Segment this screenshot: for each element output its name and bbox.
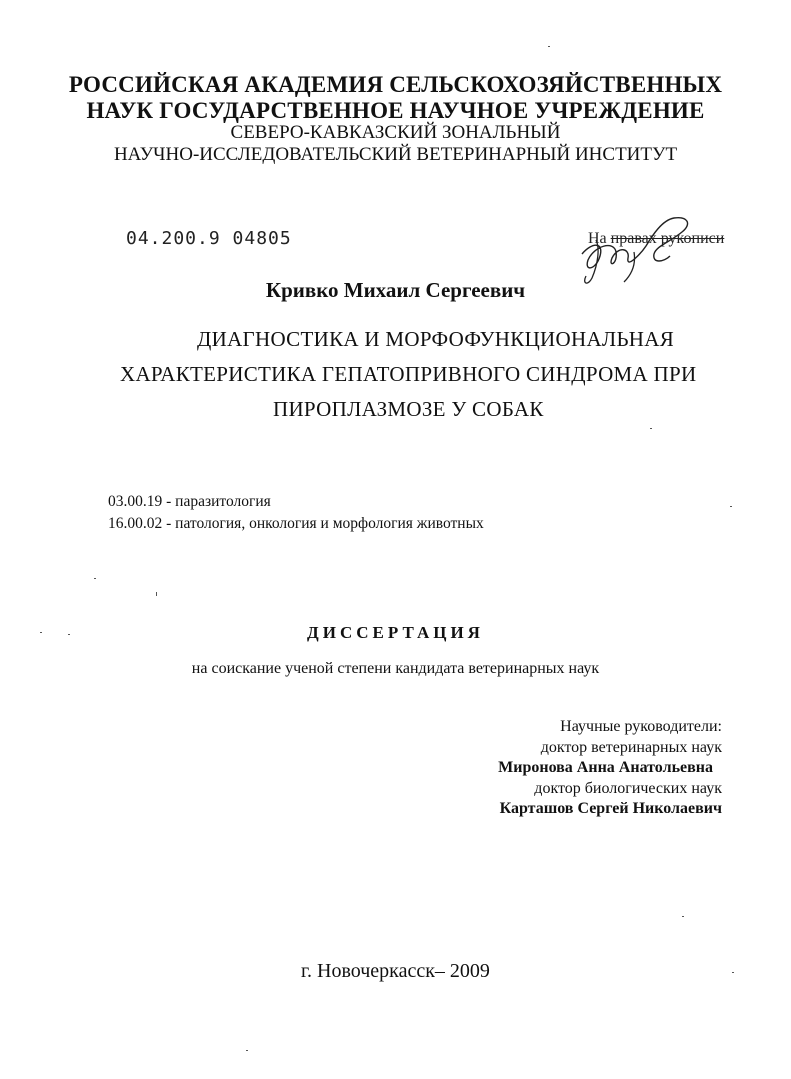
header-line-1: РОССИЙСКАЯ АКАДЕМИЯ СЕЛЬСКОХОЗЯЙСТВЕННЫХ [68, 72, 723, 97]
specialty-1: 03.00.19 - паразитология [108, 493, 271, 510]
city-year: г. Новочеркасск– 2009 [301, 960, 490, 982]
supervisor-1-name: Миронова Анна Анатольевна [498, 759, 713, 776]
manuscript-prefix: На [588, 230, 611, 247]
header-line-4: НАУЧНО-ИССЛЕДОВАТЕЛЬСКИЙ ВЕТЕРИНАРНЫЙ ИНСТИТУТ [113, 144, 678, 165]
degree-line: на соискание ученой степени кандидата ветеринарных наук [191, 660, 600, 677]
header-line-3: СЕВЕРО-КАВКАЗСКИЙ ЗОНАЛЬНЫЙ [230, 122, 561, 143]
scan-speck [548, 46, 550, 47]
scan-speck [650, 428, 652, 429]
title-line-1: ДИАГНОСТИКА И МОРФОФУНКЦИОНАЛЬНАЯ [197, 327, 675, 351]
supervisors-heading: Научные руководители: [560, 718, 722, 735]
scan-speck [40, 632, 42, 633]
supervisor-2-name: Карташов Сергей Николаевич [499, 800, 722, 817]
scan-speck [68, 634, 70, 635]
scan-speck [246, 1050, 248, 1051]
manuscript-struck: правах рукописи [610, 230, 725, 247]
document-type: ДИССЕРТАЦИЯ [307, 623, 484, 642]
title-line-2: ХАРАКТЕРИСТИКА ГЕПАТОПРИВНОГО СИНДРОМА ПРИ [120, 362, 697, 386]
scan-speck [682, 916, 684, 917]
supervisor-1-degree: доктор ветеринарных наук [540, 739, 722, 756]
scan-speck [732, 972, 734, 973]
title-line-3: ПИРОПЛАЗМОЗЕ У СОБАК [273, 397, 544, 421]
scan-speck [156, 592, 157, 596]
scan-speck [94, 578, 96, 579]
author-name: Кривко Михаил Сергеевич [265, 278, 526, 302]
header-line-2: НАУК ГОСУДАРСТВЕННОЕ НАУЧНОЕ УЧРЕЖДЕНИЕ [86, 98, 705, 123]
specialty-2: 16.00.02 - патология, онкология и морфология животных [108, 515, 484, 532]
scan-speck [730, 506, 732, 507]
registration-number: 04.200.9 04805 [126, 228, 292, 249]
supervisor-2-degree: доктор биологических наук [534, 780, 722, 797]
